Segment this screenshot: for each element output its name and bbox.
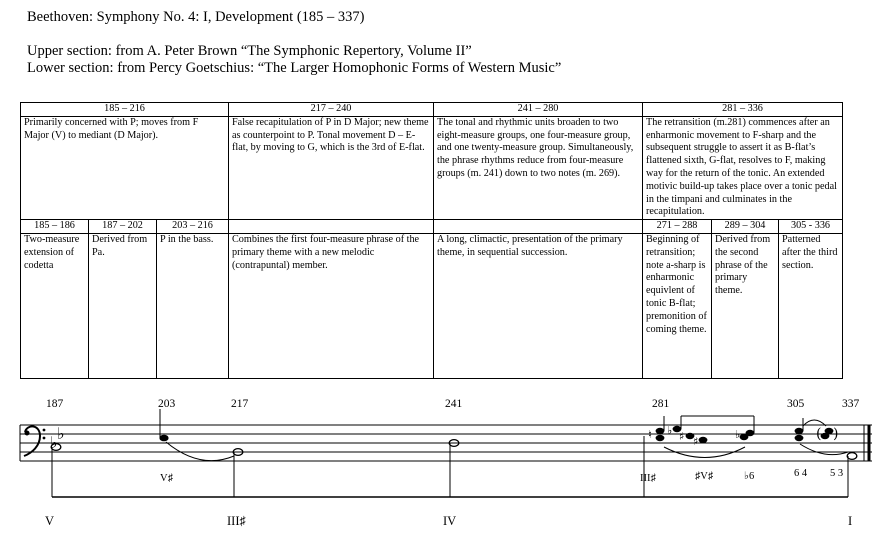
key-i: I: [848, 514, 853, 528]
goet-text-7: Derived from the second phrase of the primary theme.: [712, 233, 779, 378]
brown-range-4: 281 – 336: [643, 103, 843, 117]
goet-range-2: 187 – 202: [89, 220, 157, 234]
retransition-chords: [648, 424, 838, 448]
brown-range-2: 217 – 240: [229, 103, 434, 117]
svg-text:♯: ♯: [679, 430, 685, 443]
flat-key-sig-1: ♭: [50, 433, 58, 452]
goet-text-1: Two-measure extension of codetta: [21, 233, 89, 378]
goet-range-3: 203 – 216: [157, 220, 229, 234]
brown-range-1: 185 – 216: [21, 103, 229, 117]
svg-text:6 4: 6 4: [794, 468, 808, 479]
svg-text:♯V♯: ♯V♯: [695, 471, 714, 482]
svg-text:V♯: V♯: [160, 473, 173, 484]
goet-text-5: A long, climactic, presentation of the primary theme, in sequential succession.: [434, 233, 643, 378]
svg-text:♮: ♮: [648, 428, 652, 441]
staff-lines: [20, 425, 872, 461]
goet-text-8: Patterned after the third section.: [779, 233, 843, 378]
brown-text-2: False recapitulation of P in D Major; new theme as counterpoint to P. Tonal movement D – E-flat, by moving to G, which is the 3rd of E-flat.: [229, 116, 434, 219]
page-title: Beethoven: Symphony No. 4: I, Development (185 – 337): [27, 9, 365, 25]
slur-203-217: [166, 442, 234, 461]
key-iv: IV: [443, 514, 457, 528]
key-v: V: [45, 514, 55, 528]
svg-text:): ): [833, 426, 839, 442]
brown-text-3: The tonal and rhythmic units broaden to two eight-measure groups, one four-measure group, and one twenty-measure group. Simultaneously, the phrase rhythms reduce from four-measure groups (m. 241) down to two notes (m. 269).: [434, 116, 643, 219]
source-lower: Lower section: from Percy Goetschius: “The Larger Homophonic Forms of Western Music”: [27, 60, 562, 76]
measure-305: 305: [787, 398, 805, 410]
note-stems: [52, 436, 848, 497]
goet-text-6: Beginning of retransition; note a-sharp is enharmonic equivlent of tonic B-flat; premonition of coming theme.: [643, 233, 712, 378]
goet-text-2: Derived from Pa.: [89, 233, 157, 378]
source-upper: Upper section: from A. Peter Brown “The Symphonic Repertory, Volume II”: [27, 43, 472, 59]
svg-text:♭6: ♭6: [744, 471, 755, 482]
goet-range-1: 185 – 186: [21, 220, 89, 234]
measure-187: 187: [46, 398, 64, 410]
svg-text:(: (: [816, 426, 822, 442]
measure-217: 217: [231, 398, 249, 410]
brown-range-3: 241 – 280: [434, 103, 643, 117]
measure-241: 241: [445, 398, 463, 410]
goet-range-8: 305 - 336: [779, 220, 843, 234]
flat-key-sig-2: ♭: [57, 424, 65, 443]
goet-range-7: 289 – 304: [712, 220, 779, 234]
svg-text:♯: ♯: [693, 435, 699, 448]
svg-text:III♯: III♯: [640, 473, 656, 484]
svg-text:♭: ♭: [667, 424, 673, 437]
goet-text-4: Combines the first four-measure phrase of the primary theme with a new melodic (contrapuntal) member.: [229, 233, 434, 378]
measure-203: 203: [158, 398, 176, 410]
svg-text:5 3: 5 3: [830, 468, 844, 479]
goet-range-6: 271 – 288: [643, 220, 712, 234]
measure-281: 281: [652, 398, 670, 410]
brown-text-1: Primarily concerned with P; moves from F Major (V) to mediant (D Major).: [21, 116, 229, 219]
roman-numerals: [160, 468, 843, 484]
key-iii-sharp: III♯: [227, 514, 246, 528]
goet-text-3: P in the bass.: [157, 233, 229, 378]
note-203: [159, 435, 168, 442]
brown-text-4: The retransition (m.281) commences after an enharmonic movement to F-sharp and the subsequent struggle to assert it as B-flat’s flattened sixth, G-flat, resolves to F, making way for the return of the tonic. An extended motivic build-up takes place over a tonic pedal in the timpani and culminates in the recapitulation.: [643, 116, 843, 219]
svg-text:♭: ♭: [735, 428, 741, 441]
measure-337: 337: [842, 398, 860, 410]
